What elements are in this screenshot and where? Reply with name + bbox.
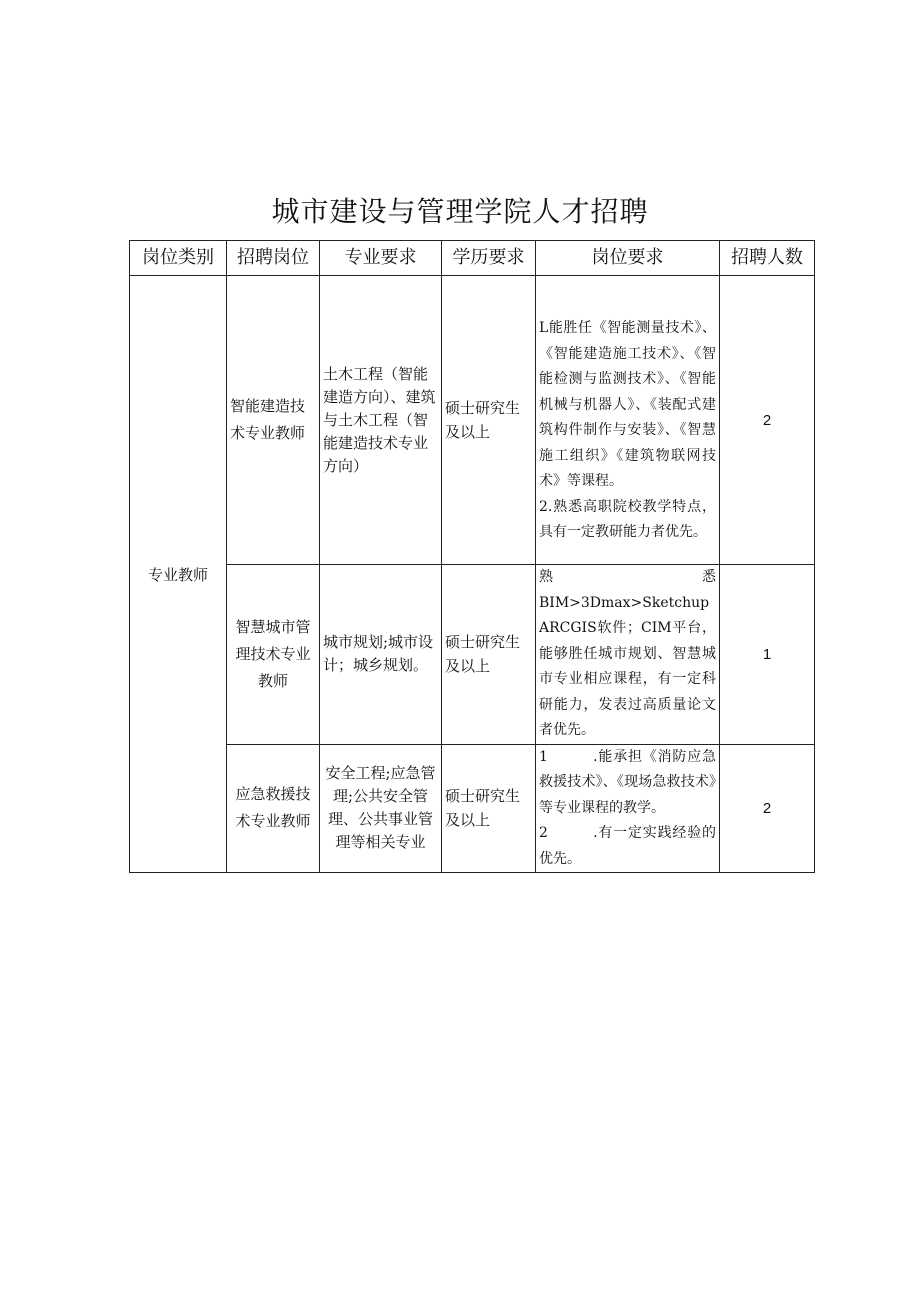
requirement-item: BIM>3Dmax>SketchupARCGIS软件；CIM平台，能够胜任城市规划、智慧城市专业相应课程，有一定科研能力，发表过高质量论文者优先。 (539, 594, 716, 738)
education-cell: 硕士研究生及以上 (442, 744, 536, 873)
recruitment-table (129, 240, 815, 873)
table-row (130, 565, 815, 745)
header-major: 专业要求 (320, 241, 442, 276)
header-position: 招聘岗位 (227, 241, 320, 276)
requirement-cell (536, 744, 720, 873)
requirement-item: 1 .能承担《消防应急救援技术》、《现场急救技术》等专业课程的教学。 (539, 748, 716, 816)
header-count: 招聘人数 (720, 241, 815, 276)
table-row (130, 276, 815, 565)
header-education: 学历要求 (442, 241, 536, 276)
education-cell: 硕士研究生及以上 (442, 276, 536, 565)
requirement-item: 2.熟悉高职院校教学特点，具有一定教研能力者优先。 (539, 498, 716, 541)
header-requirement: 岗位要求 (536, 241, 720, 276)
major-cell: 城市规划;城市设计；城乡规划。 (320, 565, 442, 745)
education-cell: 硕士研究生及以上 (442, 565, 536, 745)
count-cell: 2 (720, 744, 815, 873)
requirement-cell (536, 276, 720, 565)
category-cell: 专业教师 (130, 276, 227, 873)
position-cell: 智慧城市管理技术专业教师 (227, 565, 320, 745)
count-cell: 2 (720, 276, 815, 565)
requirement-item: 2 .有一定实践经验的优先。 (539, 825, 716, 867)
table-row (130, 744, 815, 873)
count-cell: 1 (720, 565, 815, 745)
major-cell: 安全工程;应急管理;公共安全管理、公共事业管理等相关专业 (320, 744, 442, 873)
header-row (130, 241, 815, 276)
requirement-item: 熟 悉 (539, 569, 716, 585)
header-category: 岗位类别 (130, 241, 227, 276)
major-cell: 土木工程（智能建造方向）、建筑与土木工程（智能建造技术专业方向） (320, 276, 442, 565)
position-cell: 智能建造技术专业教师 (227, 276, 320, 565)
page-title: 城市建设与管理学院人才招聘 (271, 195, 649, 228)
requirement-cell (536, 565, 720, 745)
position-cell: 应急救援技术专业教师 (227, 744, 320, 873)
requirement-item: L能胜任《智能测量技术》、《智能建造施工技术》、《智能检测与监测技术》、《智能机械与机器人》、《装配式建筑构件制作与安装》、《智慧施工组织》《建筑物联网技术》等课程。 (539, 320, 716, 490)
